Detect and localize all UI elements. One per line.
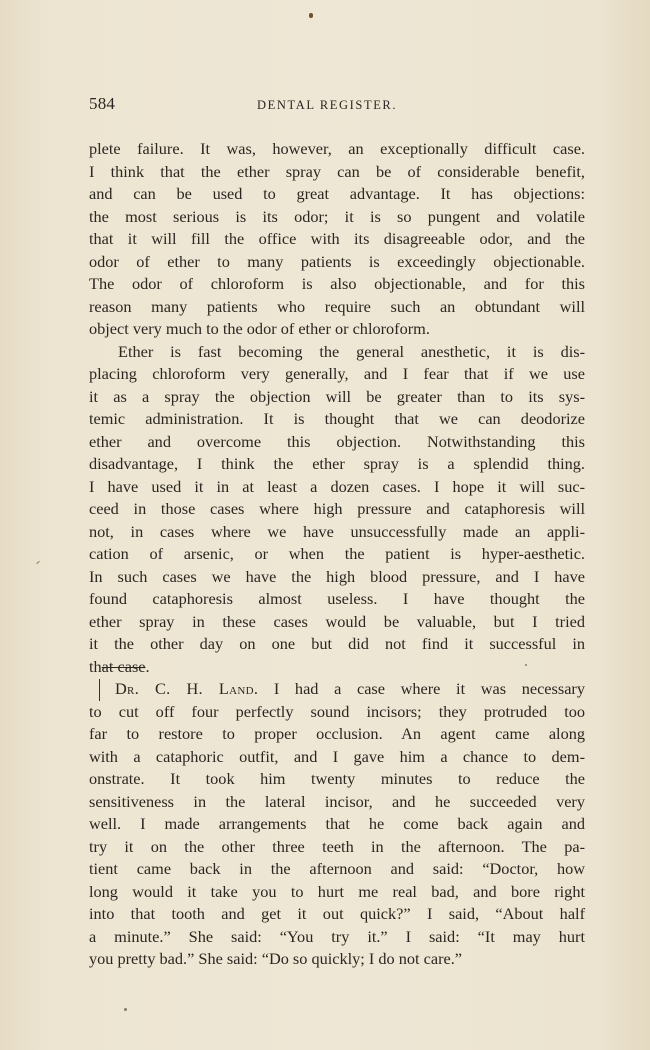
text-line: onstrate. It took him twenty minutes to reduce the [89,769,585,788]
text-line: ceed in those cases where high pressure and cataphoresis will [89,499,585,518]
text-line: not, in cases where we have unsuccessfully made an appli- [89,521,585,541]
pencil-tick [36,561,40,564]
speck [124,1008,127,1011]
text-line [89,656,585,679]
text-line: that it will fill the office with its disagreeable odor, and the [89,229,585,248]
text-line: I think that the ether spray can be of considerable benefit, [89,161,585,181]
speaker-name: Dr. C. H. Land. [115,679,259,698]
text-line: plete failure. It was, however, an exceptionally difficult case. [89,139,585,158]
text-line: tient came back in the afternoon and said: “Doctor, how [89,859,585,878]
text-line: it the other day on one but did not find it successful in [89,634,585,653]
text-line: The odor of chloroform is also objectionable, and for this [89,274,585,293]
text-line: far to restore to proper occlusion. An agent came along [89,724,585,743]
pencil-mark [99,679,100,701]
text-line: object very much to the odor of ether or chloroform. [89,319,430,338]
text-line: you pretty bad.” She said: “Do so quickly; I do not care.” [89,949,463,968]
text-fragment: th [89,656,102,676]
text-line: with a cataphoric outfit, and I gave him a chance to dem- [89,746,585,766]
text-line: cation of arsenic, or when the patient is hyper-aesthetic. [89,544,585,563]
ink-mark [309,13,313,18]
text-line: disadvantage, I think the ether spray is a splendid thing. [89,454,585,473]
text-line: well. I made arrangements that he come back again and [89,814,585,833]
text-line: reason many patients who require such an obtundant will [89,296,585,316]
body-text [89,138,585,971]
text-line: it as a spray the objection will be greater than to its sys- [89,386,585,406]
text-line: and can be used to great advantage. It has objections: [89,184,585,203]
page-number: 584 [89,94,116,113]
text-line [85,678,585,701]
text-fragment: I had a case where it was necessary [258,679,585,698]
text-line: In such cases we have the high blood pressure, and I have [89,566,585,586]
text-line: found cataphoresis almost useless. I have thought the [89,589,585,608]
running-head: DENTAL REGISTER. [257,98,398,112]
text-line: temic administration. It is thought that we can deodorize [89,409,585,428]
text-fragment: . [145,656,150,676]
text-line: I have used it in at least a dozen cases. I hope it will suc- [89,476,585,496]
text-line: a minute.” She said: “You try it.” I said: “It may hurt [89,926,585,946]
text-line: Ether is fast becoming the general anesthetic, it is dis- [118,341,585,361]
text-line: try it on the other three teeth in the afternoon. The pa- [89,836,585,856]
text-line: ether spray in these cases would be valuable, but I tried [89,611,585,631]
struck-text: at case [101,656,146,676]
text-line: sensitiveness in the lateral incisor, and he succeeded very [89,791,585,811]
text-line: long would it take you to hurt me real bad, and bore right [89,881,585,901]
text-line: to cut off four perfectly sound incisors; they protruded too [89,701,585,721]
text-line: ether and overcome this objection. Notwithstanding this [89,431,585,451]
text-line: placing chloroform very generally, and I fear that if we use [89,364,585,383]
text-line: the most serious is its odor; it is so pungent and volatile [89,206,585,226]
text-line: into that tooth and get it out quick?” I said, “About half [89,904,585,923]
text-line: odor of ether to many patients is exceedingly objectionable. [89,251,585,271]
page-header [89,94,585,118]
